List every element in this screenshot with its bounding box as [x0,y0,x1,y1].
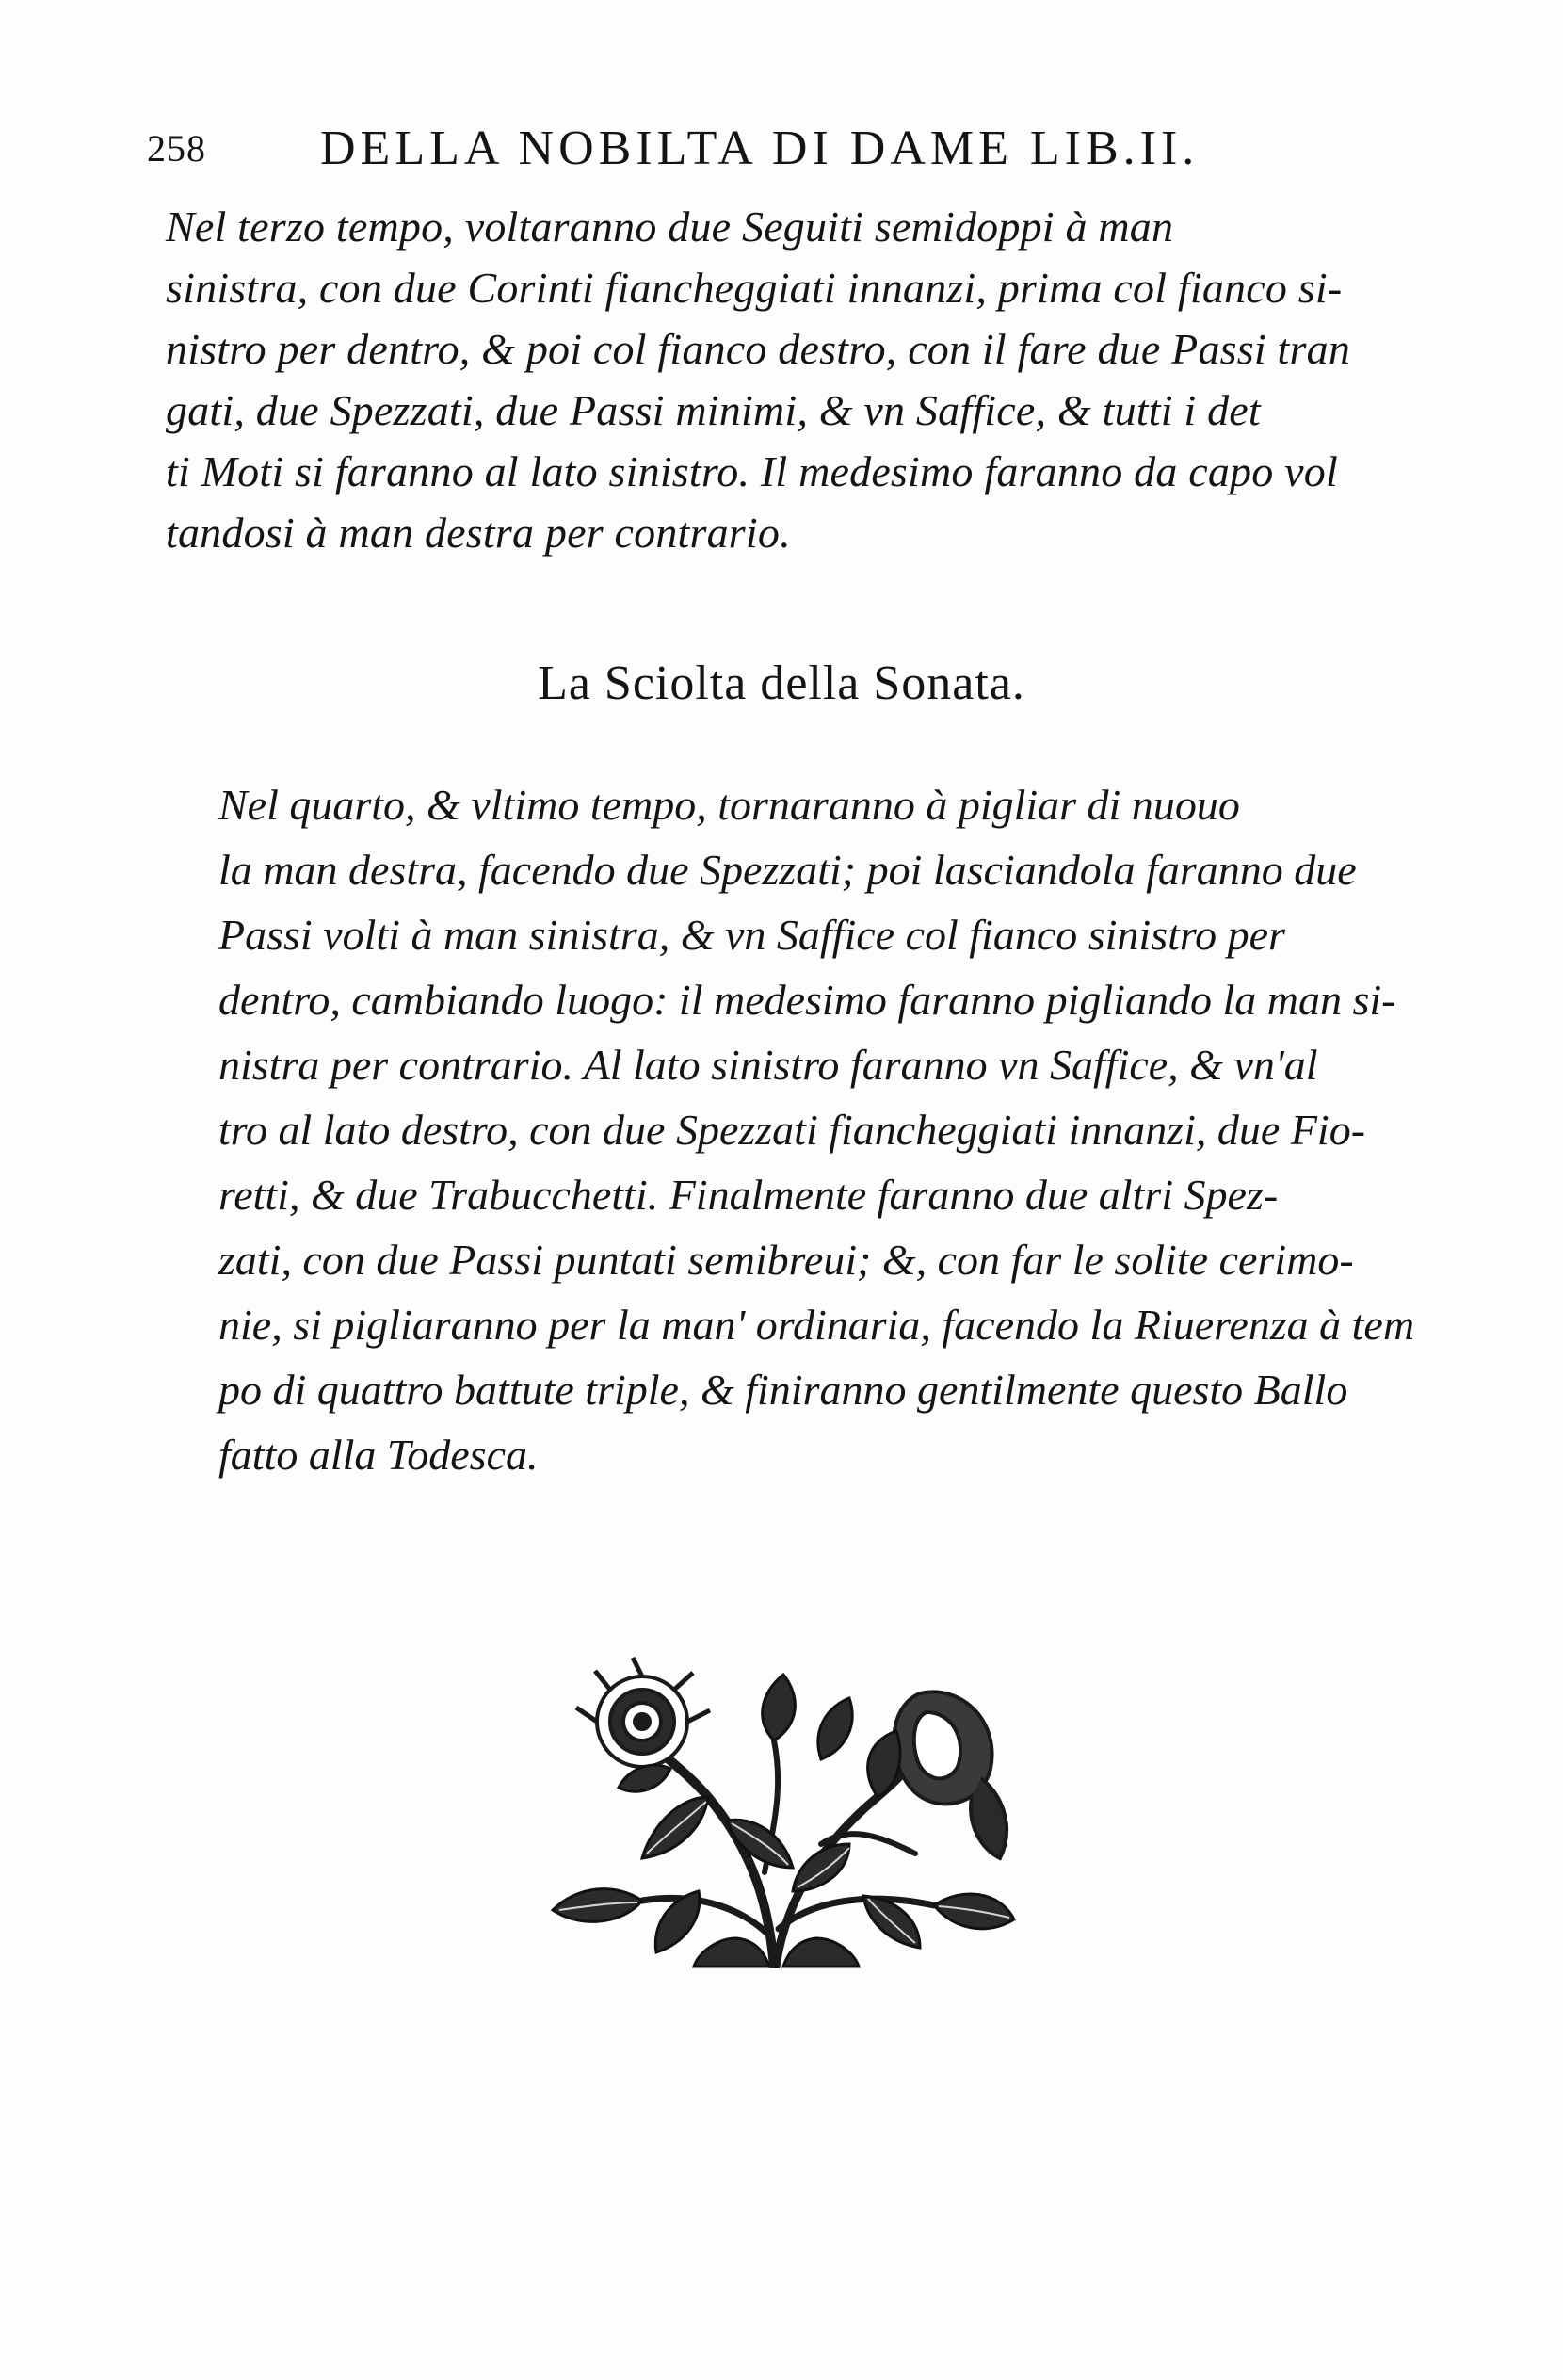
section-title: La Sciolta della Sonata. [538,656,1025,710]
text-line: tandosi à man destra per contrario. [166,509,791,557]
page-header [141,121,1328,181]
text-line: sinistra, con due Corinti fiancheggiati innanzi, prima col fianco si- [166,264,1343,312]
text-line: tro al lato destro, con due Spezzati fiancheggiati innanzi, due Fio- [218,1106,1366,1154]
text-line: dentro, cambiando luogo: il medesimo faranno pigliando la man si- [218,976,1396,1024]
text-line: Nel terzo tempo, voltaranno due Seguiti semidoppi à man [166,202,1174,251]
text-line: gati, due Spezzati, due Passi minimi, & vn Saffice, & tutti i det [166,386,1261,434]
text-line: fatto alla Todesca. [218,1431,539,1479]
text-line: nistra per contrario. Al lato sinistro faranno vn Saffice, & vn'al [218,1041,1318,1089]
paragraph-terzo-tempo [166,196,1456,563]
text-line: nistro per dentro, & poi col fianco destro, con il fare due Passi tran [166,325,1351,373]
text-line: zati, con due Passi puntati semibreui; &, con far le solite cerimo- [218,1236,1354,1284]
text-line: Passi volti à man sinistra, & vn Saffice col fianco sinistro per [218,911,1285,959]
text-line: po di quattro battute triple, & finiranno gentilmente questo Ballo [218,1366,1348,1414]
text-line: ti Moti si faranno al lato sinistro. Il medesimo faranno da capo vol [166,447,1338,495]
running-head: DELLA NOBILTA DI DAME LIB.II. [320,121,1200,175]
floral-woodcut-icon [539,1656,1021,1968]
text-line: nie, si pigliaranno per la man' ordinaria, facendo la Riuerenza à tem [218,1301,1415,1349]
text-line: retti, & due Trabucchetti. Finalmente faranno due altri Spez- [218,1171,1279,1219]
text-line: la man destra, facendo due Spezzati; poi lasciandola faranno due [218,846,1357,894]
paragraph-quarto-tempo [218,772,1461,1487]
text-line: Nel quarto, & vltimo tempo, tornaranno à pigliar di nuouo [218,781,1240,829]
page-number: 258 [147,127,206,170]
